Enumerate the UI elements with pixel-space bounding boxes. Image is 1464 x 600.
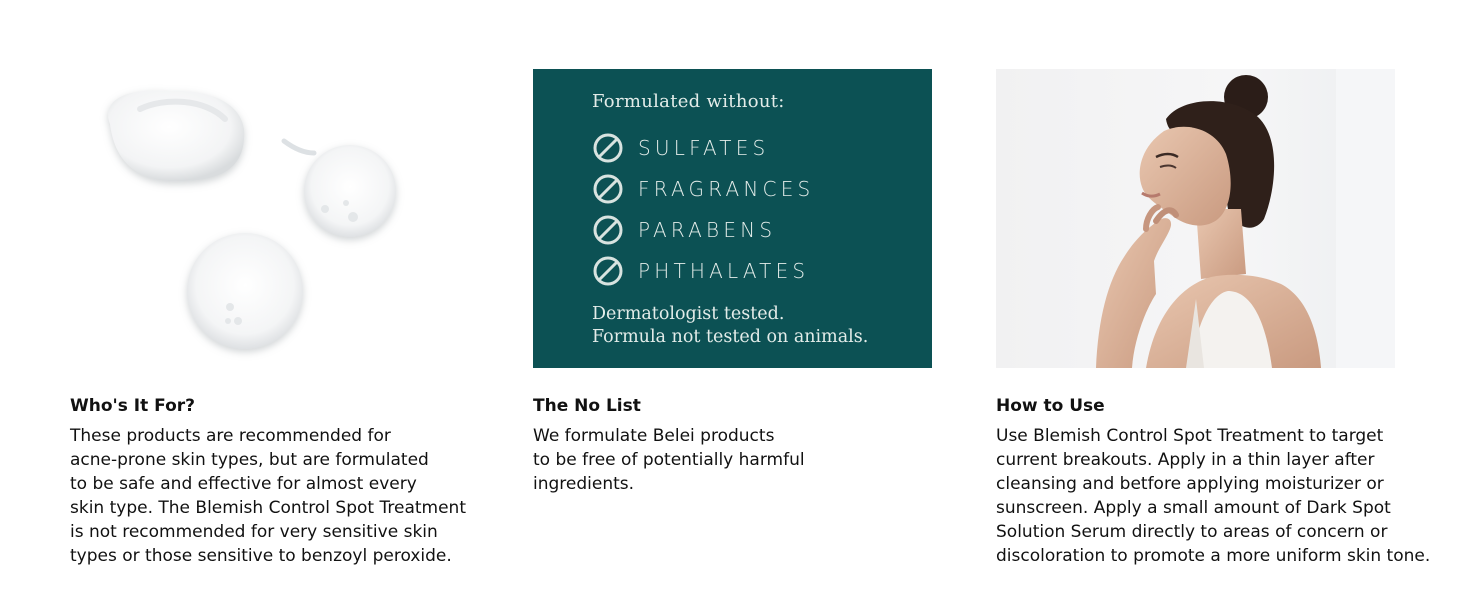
- model-photo: [996, 69, 1395, 368]
- description-line: types or those sensitive to benzoyl peroxide.: [70, 546, 452, 566]
- no-list-title: Formulated without:: [592, 91, 785, 112]
- description-line: is not recommended for very sensitive skin: [70, 522, 438, 542]
- description-line: Use Blemish Control Spot Treatment to target: [996, 426, 1384, 446]
- swatches-illustration: [70, 69, 469, 368]
- no-list-footer-line: Formula not tested on animals.: [592, 327, 869, 347]
- no-list-panel: [533, 69, 932, 368]
- description-line: ingredients.: [533, 474, 635, 494]
- description-line: These products are recommended for: [70, 426, 391, 446]
- model-illustration: [996, 69, 1395, 368]
- whos-it-for-description: [70, 424, 466, 568]
- no-list-item: [592, 250, 814, 291]
- description-line: to be safe and effective for almost every: [70, 474, 417, 494]
- no-list-item: [592, 127, 814, 168]
- how-to-use-heading: How to Use: [996, 396, 1105, 416]
- prohibited-icon: [592, 214, 624, 246]
- no-list-footer-line: Dermatologist tested.: [592, 304, 785, 324]
- description-line: discoloration to promote a more uniform skin tone.: [996, 546, 1431, 566]
- description-line: skin type. The Blemish Control Spot Treatment: [70, 498, 466, 518]
- product-swatches-image: [70, 69, 469, 368]
- no-list-items: [592, 127, 814, 291]
- no-list-description: [533, 424, 805, 496]
- prohibited-icon: [592, 255, 624, 287]
- no-list-item-label: PHTHALATES: [638, 258, 810, 283]
- description-line: cleansing and betfore applying moisturizer or: [996, 474, 1384, 494]
- prohibited-icon: [592, 173, 624, 205]
- description-line: sunscreen. Apply a small amount of Dark Spot: [996, 498, 1391, 518]
- no-list-item-label: FRAGRANCES: [638, 176, 815, 201]
- no-list-item-label: PARABENS: [638, 217, 777, 242]
- description-line: to be free of potentially harmful: [533, 450, 805, 470]
- prohibited-icon: [592, 132, 624, 164]
- no-list-item: [592, 168, 814, 209]
- description-line: current breakouts. Apply in a thin layer after: [996, 450, 1375, 470]
- description-line: acne-prone skin types, but are formulated: [70, 450, 429, 470]
- no-list-item-label: SULFATES: [638, 135, 770, 160]
- no-list-footer: [592, 303, 868, 349]
- whos-it-for-heading: Who's It For?: [70, 396, 195, 416]
- description-line: Solution Serum directly to areas of concern or: [996, 522, 1388, 542]
- how-to-use-description: [996, 424, 1430, 568]
- no-list-heading: The No List: [533, 396, 641, 416]
- no-list-item: [592, 209, 814, 250]
- description-line: We formulate Belei products: [533, 426, 775, 446]
